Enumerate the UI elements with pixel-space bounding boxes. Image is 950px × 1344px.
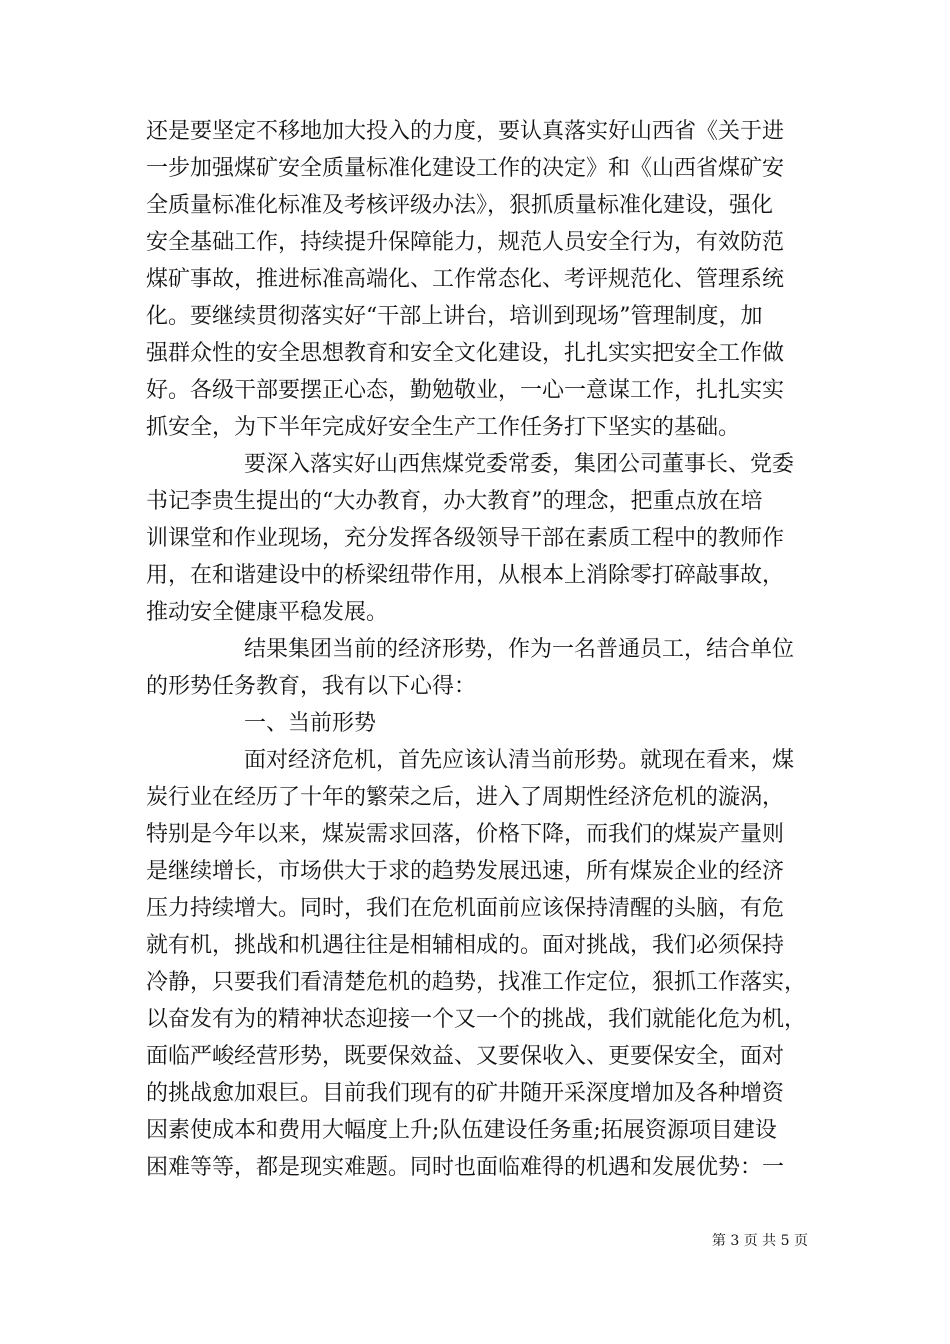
text-line: 一步加强煤矿安全质量标准化建设工作的决定》和《山西省煤矿安 bbox=[146, 156, 785, 181]
text-line: 的形势任务教育，我有以下心得： bbox=[146, 674, 477, 699]
paragraph-first-line: 面对经济危机，首先应该认清当前形势。就现在看来，煤 bbox=[244, 748, 795, 773]
text-line: 书记李贵生提出的“大办教育，办大教育”的理念，把重点放在培 bbox=[146, 489, 763, 514]
page-number-footer: 第 3 页 共 5 页 bbox=[711, 1233, 808, 1249]
text-line: 冷静，只要我们看清楚危机的趋势，找准工作定位，狠抓工作落实， bbox=[146, 970, 807, 995]
text-line: 还是要坚定不移地加大投入的力度，要认真落实好山西省《关于进 bbox=[146, 119, 785, 144]
text-line: 就有机，挑战和机遇往往是相辅相成的。面对挑战，我们必须保持 bbox=[146, 933, 785, 958]
text-line: 用，在和谐建设中的桥梁纽带作用，从根本上消除零打碎敲事故， bbox=[146, 563, 785, 588]
text-line: 训课堂和作业现场，充分发挥各级领导干部在素质工程中的教师作 bbox=[146, 526, 785, 551]
text-line: 化。要继续贯彻落实好“干部上讲台，培训到现场”管理制度，加 bbox=[146, 304, 763, 329]
text-line: 以奋发有为的精神状态迎接一个又一个的挑战，我们就能化危为机， bbox=[146, 1007, 807, 1032]
text-line: 因素使成本和费用大幅度上升;队伍建设任务重;拓展资源项目建设 bbox=[146, 1118, 777, 1143]
text-line: 困难等等，都是现实难题。同时也面临难得的机遇和发展优势：一 bbox=[146, 1155, 785, 1180]
text-line: 是继续增长，市场供大于求的趋势发展迅速，所有煤炭企业的经济 bbox=[146, 859, 785, 884]
paragraph-first-line: 结果集团当前的经济形势，作为一名普通员工，结合单位 bbox=[244, 637, 795, 662]
text-line: 抓安全，为下半年完成好安全生产工作任务打下坚实的基础。 bbox=[146, 415, 741, 440]
paragraph-first-line: 要深入落实好山西焦煤党委常委，集团公司董事长、党委 bbox=[244, 452, 795, 477]
text-line: 好。各级干部要摆正心态，勤勉敬业，一心一意谋工作，扎扎实实 bbox=[146, 378, 785, 403]
text-line: 特别是今年以来，煤炭需求回落，价格下降，而我们的煤炭产量则 bbox=[146, 822, 785, 847]
text-line: 煤矿事故，推进标准高端化、工作常态化、考评规范化、管理系统 bbox=[146, 267, 785, 292]
text-line: 强群众性的安全思想教育和安全文化建设，扎扎实实把安全工作做 bbox=[146, 341, 785, 366]
text-line: 全质量标准化标准及考核评级办法》，狠抓质量标准化建设，强化 bbox=[146, 193, 774, 218]
text-line: 的挑战愈加艰巨。目前我们现有的矿井随开采深度增加及各种增资 bbox=[146, 1081, 785, 1106]
text-line: 面临严峻经营形势，既要保效益、又要保收入、更要保安全，面对 bbox=[146, 1044, 785, 1069]
text-line: 推动安全健康平稳发展。 bbox=[146, 600, 389, 625]
text-line: 压力持续增大。同时，我们在危机面前应该保持清醒的头脑，有危 bbox=[146, 896, 785, 921]
text-line: 安全基础工作，持续提升保障能力，规范人员安全行为，有效防范 bbox=[146, 230, 785, 255]
section-heading: 一、当前形势 bbox=[244, 711, 377, 736]
text-line: 炭行业在经历了十年的繁荣之后，进入了周期性经济危机的漩涡， bbox=[146, 785, 785, 810]
